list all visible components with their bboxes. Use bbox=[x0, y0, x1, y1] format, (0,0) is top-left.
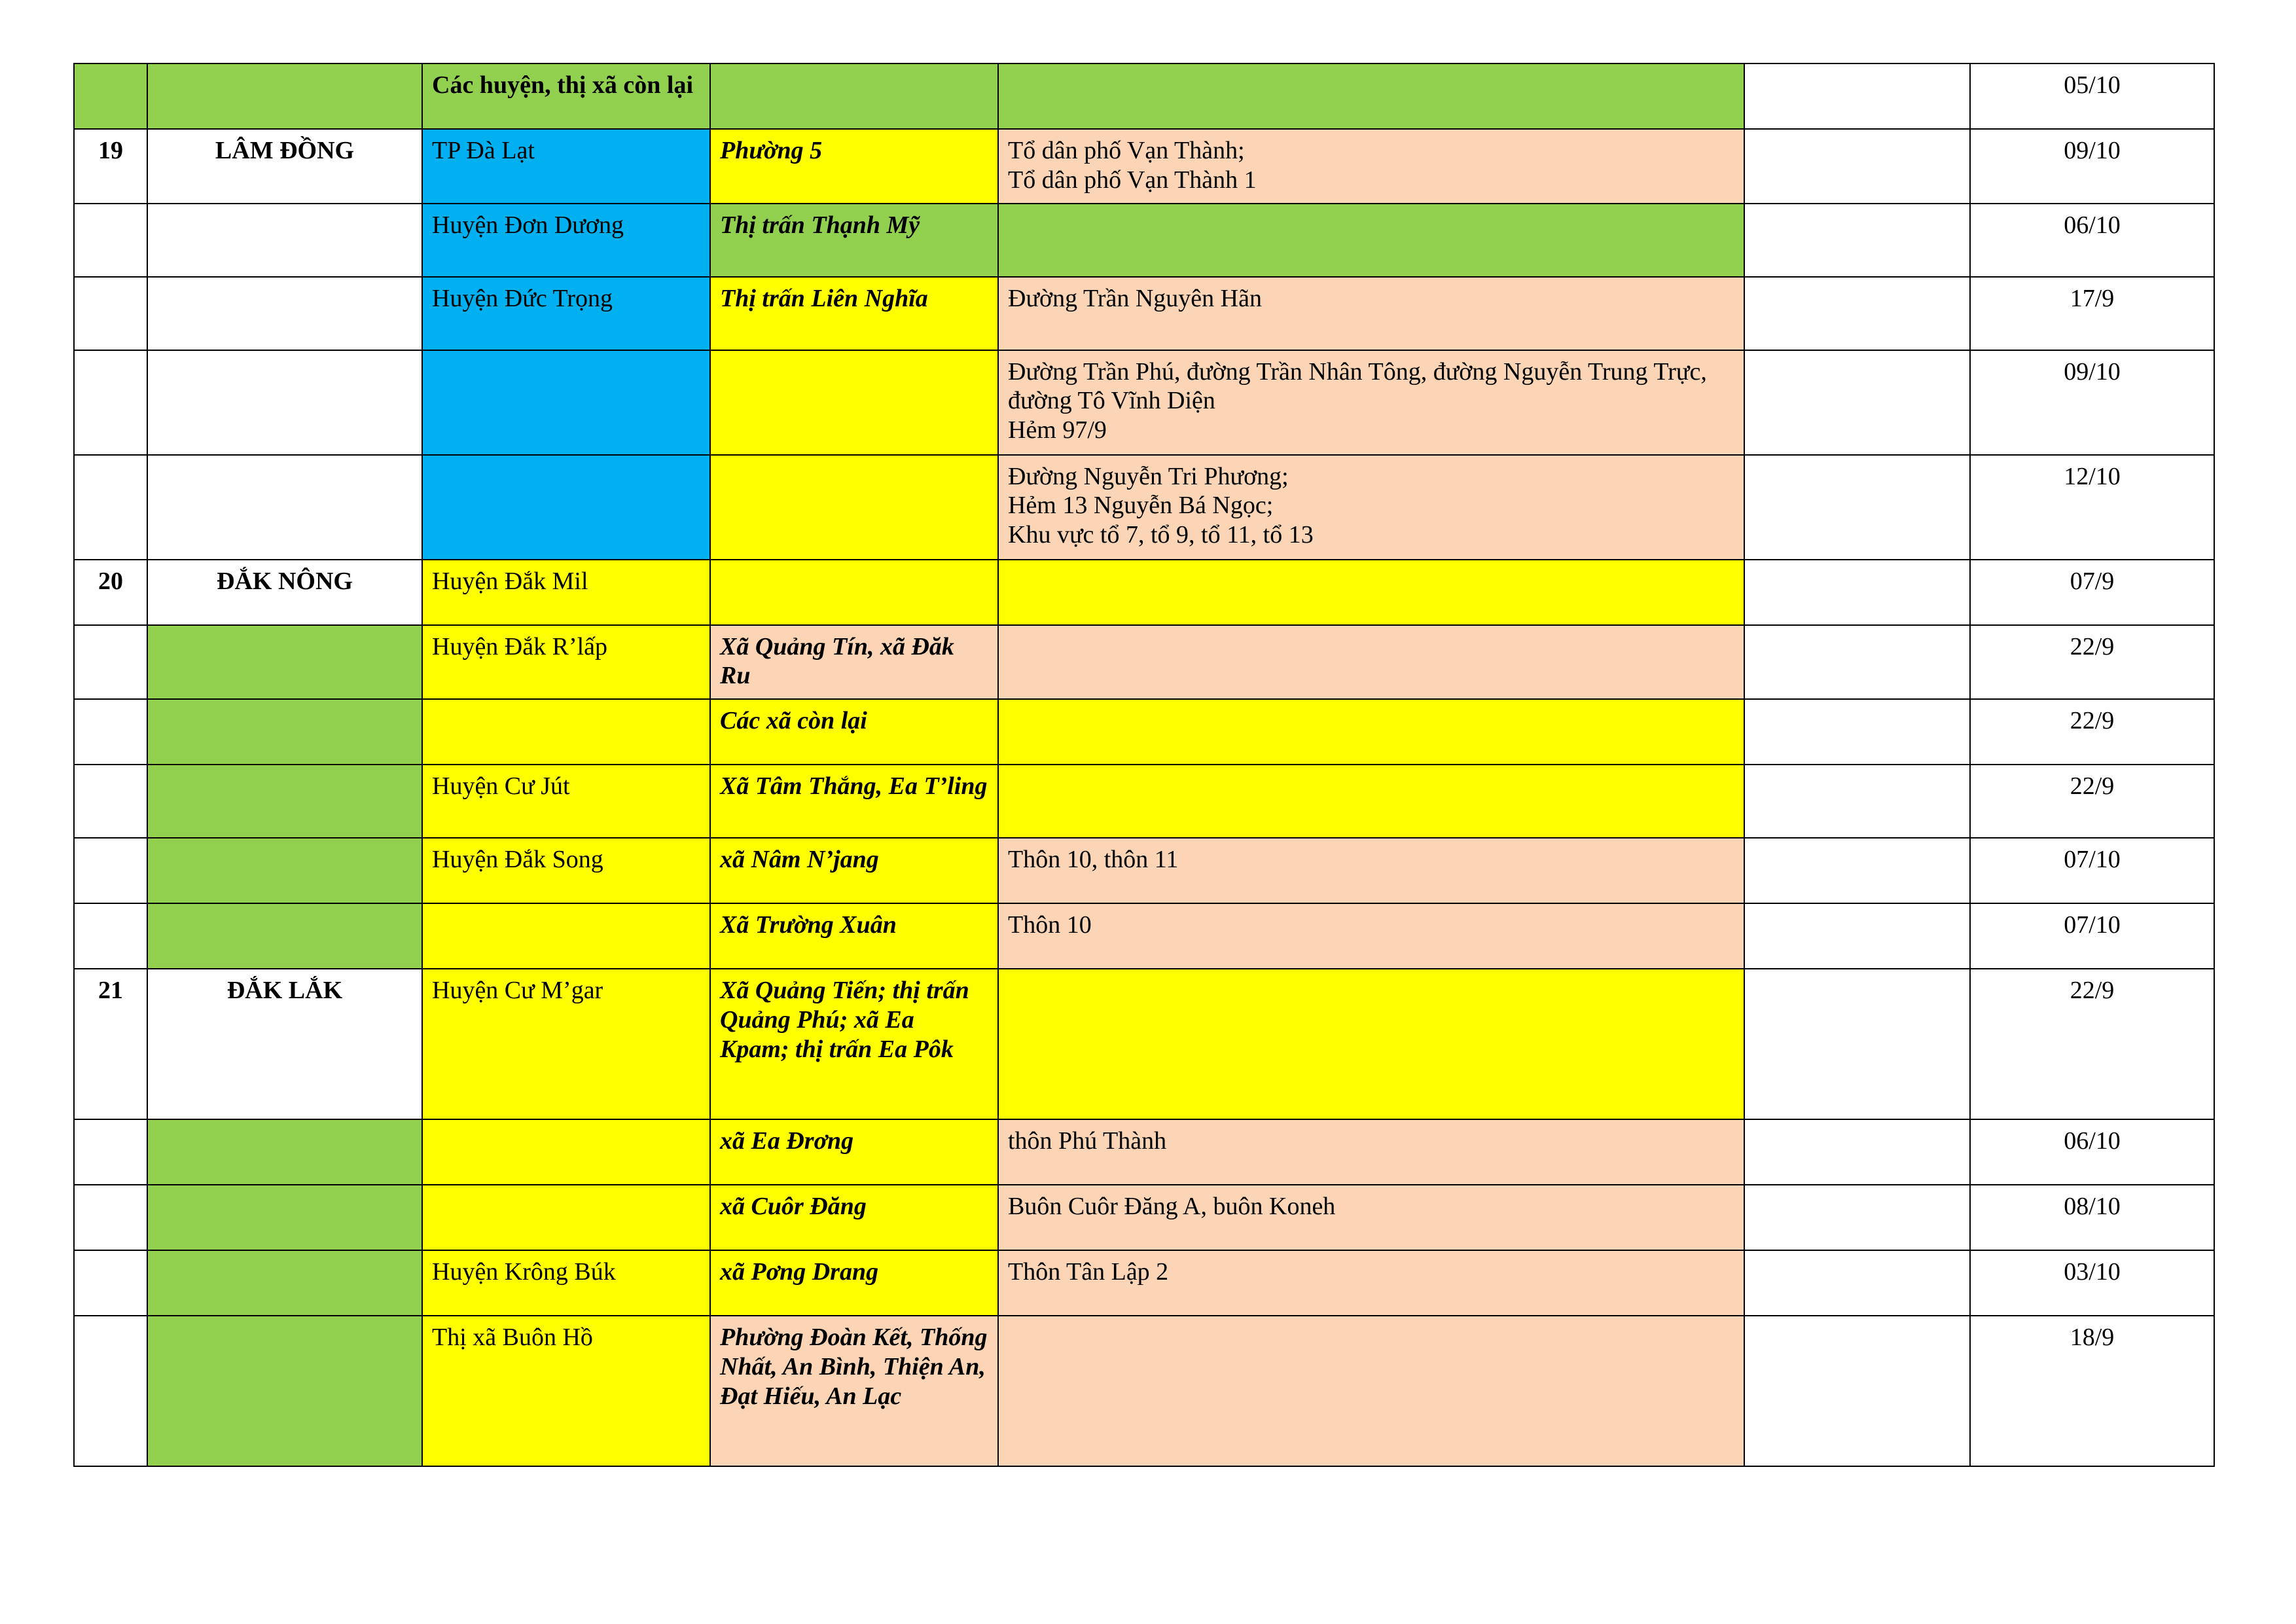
cell-area bbox=[998, 204, 1744, 277]
cell-date: 07/9 bbox=[1970, 560, 2214, 625]
cell-province bbox=[147, 350, 422, 455]
cell-stt: 21 bbox=[74, 969, 147, 1119]
cell-district: Huyện Đắk Song bbox=[422, 838, 710, 903]
cell-area bbox=[998, 699, 1744, 765]
cell-district: Các huyện, thị xã còn lại bbox=[422, 63, 710, 129]
cell-stt bbox=[74, 277, 147, 350]
cell-province bbox=[147, 903, 422, 969]
cell-ward bbox=[710, 350, 998, 455]
cell-stt bbox=[74, 838, 147, 903]
cell-province bbox=[147, 765, 422, 838]
cell-stt bbox=[74, 1316, 147, 1466]
cell-district: Huyện Đức Trọng bbox=[422, 277, 710, 350]
cell-blank bbox=[1744, 765, 1970, 838]
cell-province bbox=[147, 204, 422, 277]
cell-stt bbox=[74, 1185, 147, 1250]
table-row bbox=[74, 903, 2214, 969]
cell-date: 09/10 bbox=[1970, 350, 2214, 455]
cell-date: 18/9 bbox=[1970, 1316, 2214, 1466]
table-row bbox=[74, 1119, 2214, 1185]
cell-blank bbox=[1744, 969, 1970, 1119]
table-row bbox=[74, 699, 2214, 765]
cell-blank bbox=[1744, 560, 1970, 625]
cell-blank bbox=[1744, 277, 1970, 350]
table-row bbox=[74, 1250, 2214, 1316]
table-row bbox=[74, 969, 2214, 1119]
cell-date: 05/10 bbox=[1970, 63, 2214, 129]
cell-area: thôn Phú Thành bbox=[998, 1119, 1744, 1185]
cell-blank bbox=[1744, 1316, 1970, 1466]
cell-stt: 20 bbox=[74, 560, 147, 625]
regions-table bbox=[73, 63, 2215, 1467]
cell-date: 22/9 bbox=[1970, 765, 2214, 838]
cell-province bbox=[147, 1119, 422, 1185]
cell-stt bbox=[74, 699, 147, 765]
cell-district: Huyện Cư M’gar bbox=[422, 969, 710, 1119]
cell-area: Thôn 10, thôn 11 bbox=[998, 838, 1744, 903]
cell-area bbox=[998, 625, 1744, 700]
cell-date: 07/10 bbox=[1970, 838, 2214, 903]
cell-ward: Thị trấn Thạnh Mỹ bbox=[710, 204, 998, 277]
cell-province bbox=[147, 63, 422, 129]
table-row bbox=[74, 277, 2214, 350]
cell-blank bbox=[1744, 625, 1970, 700]
table-row bbox=[74, 625, 2214, 700]
cell-district: TP Đà Lạt bbox=[422, 129, 710, 204]
cell-stt bbox=[74, 455, 147, 560]
cell-province bbox=[147, 1250, 422, 1316]
cell-stt bbox=[74, 903, 147, 969]
cell-date: 03/10 bbox=[1970, 1250, 2214, 1316]
table-row bbox=[74, 1316, 2214, 1466]
cell-blank bbox=[1744, 838, 1970, 903]
cell-area: Đường Trần Phú, đường Trần Nhân Tông, đường Nguyễn Trung Trực, đường Tô Vĩnh Diện Hẻm 97/9 bbox=[998, 350, 1744, 455]
cell-stt bbox=[74, 625, 147, 700]
cell-stt bbox=[74, 1119, 147, 1185]
cell-blank bbox=[1744, 129, 1970, 204]
table-row bbox=[74, 63, 2214, 129]
cell-ward: Xã Quảng Tín, xã Đăk Ru bbox=[710, 625, 998, 700]
cell-blank bbox=[1744, 63, 1970, 129]
cell-ward bbox=[710, 455, 998, 560]
cell-district: Thị xã Buôn Hồ bbox=[422, 1316, 710, 1466]
cell-district: Huyện Krông Búk bbox=[422, 1250, 710, 1316]
cell-date: 22/9 bbox=[1970, 969, 2214, 1119]
cell-ward: Phường Đoàn Kết, Thống Nhất, An Bình, Thiện An, Đạt Hiếu, An Lạc bbox=[710, 1316, 998, 1466]
table-row bbox=[74, 204, 2214, 277]
table-row bbox=[74, 838, 2214, 903]
cell-date: 22/9 bbox=[1970, 625, 2214, 700]
cell-district bbox=[422, 1185, 710, 1250]
cell-province bbox=[147, 838, 422, 903]
cell-date: 07/10 bbox=[1970, 903, 2214, 969]
cell-ward: Phường 5 bbox=[710, 129, 998, 204]
cell-ward: xã Pơng Drang bbox=[710, 1250, 998, 1316]
cell-district: Huyện Đơn Dương bbox=[422, 204, 710, 277]
cell-stt bbox=[74, 1250, 147, 1316]
cell-date: 06/10 bbox=[1970, 204, 2214, 277]
cell-district bbox=[422, 699, 710, 765]
cell-area: Đường Nguyễn Tri Phương; Hẻm 13 Nguyễn Bá Ngọc; Khu vực tổ 7, tổ 9, tổ 11, tổ 13 bbox=[998, 455, 1744, 560]
cell-ward: Các xã còn lại bbox=[710, 699, 998, 765]
cell-ward: Xã Tâm Thắng, Ea T’ling bbox=[710, 765, 998, 838]
table-row bbox=[74, 129, 2214, 204]
cell-province bbox=[147, 455, 422, 560]
cell-date: 09/10 bbox=[1970, 129, 2214, 204]
table-row bbox=[74, 455, 2214, 560]
cell-area bbox=[998, 765, 1744, 838]
cell-province bbox=[147, 1316, 422, 1466]
cell-area: Buôn Cuôr Đăng A, buôn Koneh bbox=[998, 1185, 1744, 1250]
cell-blank bbox=[1744, 1119, 1970, 1185]
cell-ward: xã Cuôr Đăng bbox=[710, 1185, 998, 1250]
cell-province: ĐẮK NÔNG bbox=[147, 560, 422, 625]
cell-blank bbox=[1744, 455, 1970, 560]
cell-blank bbox=[1744, 350, 1970, 455]
table-row bbox=[74, 1185, 2214, 1250]
cell-province bbox=[147, 699, 422, 765]
cell-stt bbox=[74, 204, 147, 277]
cell-ward: xã Nâm N’jang bbox=[710, 838, 998, 903]
table-row bbox=[74, 765, 2214, 838]
cell-province bbox=[147, 1185, 422, 1250]
cell-area: Thôn 10 bbox=[998, 903, 1744, 969]
cell-ward: Thị trấn Liên Nghĩa bbox=[710, 277, 998, 350]
table-row bbox=[74, 560, 2214, 625]
cell-stt bbox=[74, 63, 147, 129]
cell-district bbox=[422, 1119, 710, 1185]
cell-date: 22/9 bbox=[1970, 699, 2214, 765]
cell-blank bbox=[1744, 1250, 1970, 1316]
cell-area bbox=[998, 560, 1744, 625]
table-row bbox=[74, 350, 2214, 455]
cell-date: 08/10 bbox=[1970, 1185, 2214, 1250]
cell-ward: Xã Trường Xuân bbox=[710, 903, 998, 969]
cell-stt bbox=[74, 765, 147, 838]
cell-ward: Xã Quảng Tiến; thị trấn Quảng Phú; xã Ea Kpam; thị trấn Ea Pôk bbox=[710, 969, 998, 1119]
cell-blank bbox=[1744, 204, 1970, 277]
cell-province bbox=[147, 277, 422, 350]
cell-district bbox=[422, 903, 710, 969]
cell-province: LÂM ĐỒNG bbox=[147, 129, 422, 204]
cell-area bbox=[998, 63, 1744, 129]
cell-area: Tổ dân phố Vạn Thành; Tổ dân phố Vạn Thành 1 bbox=[998, 129, 1744, 204]
cell-blank bbox=[1744, 1185, 1970, 1250]
cell-area: Đường Trần Nguyên Hãn bbox=[998, 277, 1744, 350]
cell-stt: 19 bbox=[74, 129, 147, 204]
cell-date: 17/9 bbox=[1970, 277, 2214, 350]
cell-blank bbox=[1744, 903, 1970, 969]
cell-date: 06/10 bbox=[1970, 1119, 2214, 1185]
cell-stt bbox=[74, 350, 147, 455]
cell-date: 12/10 bbox=[1970, 455, 2214, 560]
cell-district bbox=[422, 455, 710, 560]
cell-district: Huyện Cư Jút bbox=[422, 765, 710, 838]
cell-blank bbox=[1744, 699, 1970, 765]
cell-ward bbox=[710, 63, 998, 129]
cell-ward: xã Ea Đrơng bbox=[710, 1119, 998, 1185]
cell-province bbox=[147, 625, 422, 700]
cell-district bbox=[422, 350, 710, 455]
cell-ward bbox=[710, 560, 998, 625]
cell-area: Thôn Tân Lập 2 bbox=[998, 1250, 1744, 1316]
cell-province: ĐẮK LẮK bbox=[147, 969, 422, 1119]
cell-area bbox=[998, 1316, 1744, 1466]
cell-area bbox=[998, 969, 1744, 1119]
cell-district: Huyện Đắk R’lấp bbox=[422, 625, 710, 700]
cell-district: Huyện Đắk Mil bbox=[422, 560, 710, 625]
